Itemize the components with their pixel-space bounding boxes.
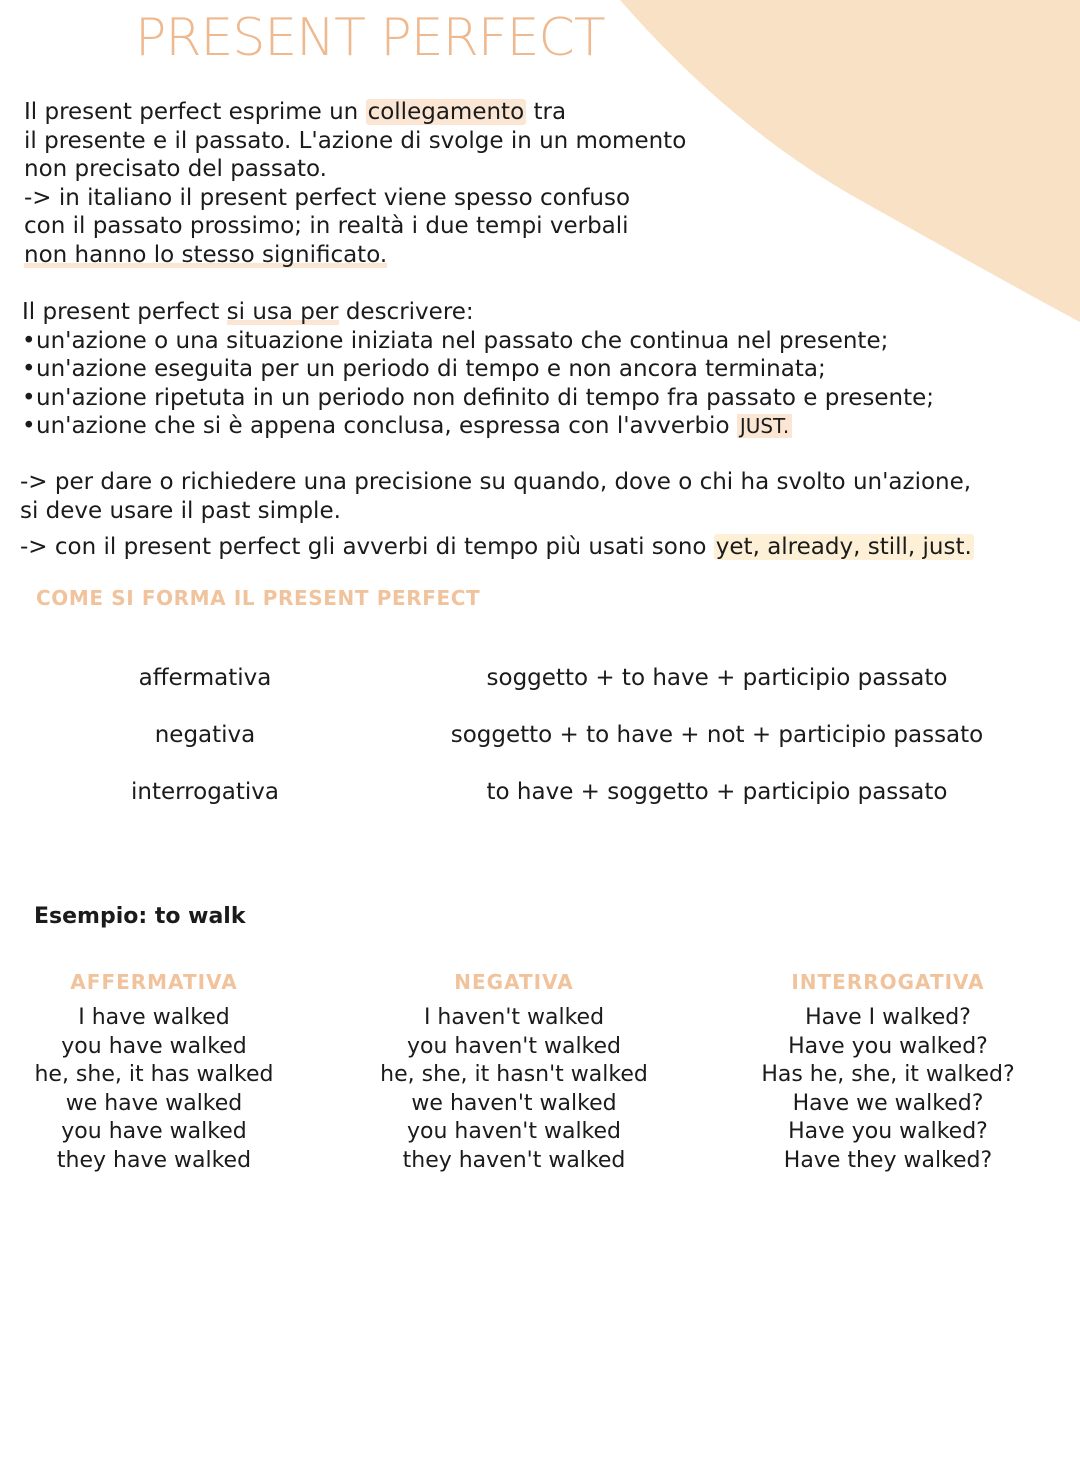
example-line: you have walked: [61, 1033, 247, 1059]
uses-section: [22, 298, 1072, 441]
highlight-adverbs: yet, already, still, just.: [715, 534, 972, 560]
uses-lead: [22, 298, 1072, 327]
list-item: [22, 412, 1072, 441]
uses-text: Il present perfect: [22, 299, 227, 325]
example-line: Have I walked?: [805, 1005, 971, 1030]
example-line: Have we walked?: [792, 1090, 984, 1116]
form-rule-interrogativa: to have + soggetto + participio passato: [486, 779, 948, 805]
intro-line: non precisato del passato.: [24, 156, 327, 182]
form-rule-affermativa: soggetto + to have + participio passato: [486, 665, 948, 691]
example-line: we have walked: [65, 1090, 243, 1116]
column-heading: AFFERMATIVA: [70, 970, 238, 994]
example-line: we haven't walked: [411, 1090, 617, 1116]
highlight-si-usa-per: si usa per: [226, 299, 339, 325]
notes-section: [20, 468, 1070, 562]
column-heading: INTERROGATIVA: [791, 970, 985, 994]
example-line: Have you walked?: [788, 1119, 988, 1144]
list-item: • un'azione eseguita per un periodo di tempo e non ancora terminata;: [22, 355, 1072, 384]
uses-text: descrivere:: [338, 299, 474, 325]
list-item-text: un'azione che si è appena conclusa, espressa con l'avverbio: [36, 413, 737, 439]
intro-paragraph: [24, 98, 724, 269]
note-line: [20, 533, 1070, 562]
example-column-affermativa: [14, 970, 294, 1175]
highlight-just: JUST.: [737, 414, 792, 438]
intro-line: il presente e il passato. L'azione di svolge in un momento: [24, 127, 687, 154]
note-line: si deve usare il past simple.: [20, 497, 341, 524]
example-column-interrogativa: [738, 970, 1038, 1175]
page-title: PRESENT PERFECT: [135, 8, 605, 68]
example-line: they haven't walked: [402, 1147, 626, 1173]
form-label-affermativa: affermativa: [138, 665, 272, 691]
note-line: -> per dare o richiedere una precisione su quando, dove o chi ha svolto un'azione,: [20, 469, 972, 495]
example-line: you have walked: [61, 1119, 247, 1144]
example-line: Has he, she, it walked?: [761, 1062, 1015, 1087]
example-line: he, she, it hasn't walked: [380, 1062, 648, 1087]
highlight-significato: non hanno lo stesso significato.: [24, 241, 388, 268]
form-label-interrogativa: interrogativa: [130, 779, 280, 805]
intro-line: [24, 98, 724, 127]
example-label: Esempio: to walk: [34, 904, 246, 929]
form-label-negativa: negativa: [154, 722, 256, 748]
form-rule-negativa: soggetto + to have + not + participio passato: [450, 722, 984, 748]
list-item: • un'azione ripetuta in un periodo non definito di tempo fra passato e presente;: [22, 384, 1072, 413]
intro-text: tra: [526, 99, 567, 125]
intro-line: -> in italiano il present perfect viene spesso confuso: [24, 184, 631, 211]
example-line: you haven't walked: [406, 1119, 622, 1144]
example-column-negativa: [354, 970, 674, 1175]
example-line: you haven't walked: [406, 1033, 622, 1059]
example-line: Have they walked?: [783, 1147, 993, 1173]
section-heading: COME SI FORMA IL PRESENT PERFECT: [36, 586, 481, 610]
example-line: I have walked: [78, 1005, 230, 1030]
note-text: -> con il present perfect gli avverbi di tempo più usati sono: [20, 534, 714, 560]
example-line: they have walked: [56, 1147, 252, 1173]
example-line: he, she, it has walked: [34, 1062, 274, 1087]
example-line: I haven't walked: [423, 1005, 605, 1030]
intro-line: [24, 241, 724, 270]
intro-line: con il passato prossimo; in realtà i due tempi verbali: [24, 213, 629, 239]
highlight-collegamento: collegamento: [367, 99, 525, 125]
list-item: • un'azione o una situazione iniziata nel passato che continua nel presente;: [22, 327, 1072, 356]
intro-text: Il present perfect esprime un: [24, 99, 366, 125]
column-heading: NEGATIVA: [454, 970, 574, 994]
example-line: Have you walked?: [788, 1033, 988, 1059]
uses-list: [22, 327, 1072, 441]
